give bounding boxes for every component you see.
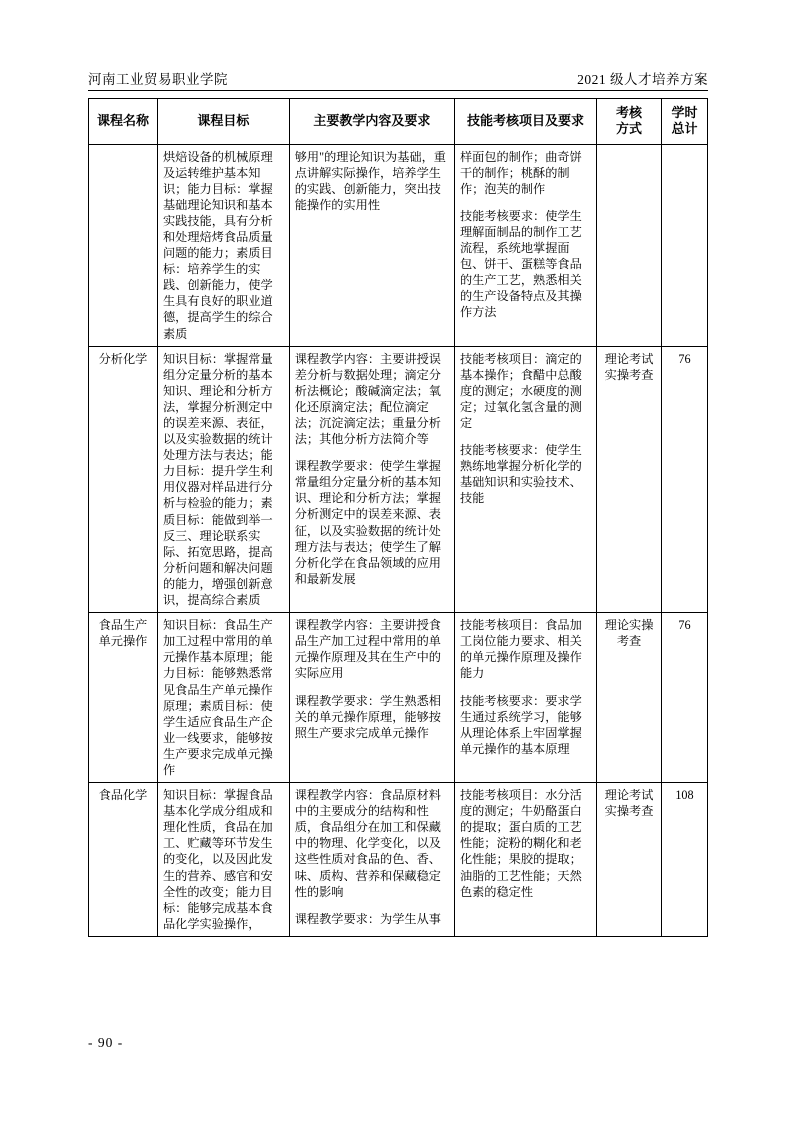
teaching-content-text: 课程教学内容：主要讲授误差分析与数据处理；滴定分析法概论；酸碱滴定法；氧化还原滴定法；配位滴定法；沉淀滴定法；重量分析法；其他分析方法简介等 — [294, 351, 441, 447]
curriculum-table — [88, 98, 708, 937]
table-row — [89, 346, 708, 613]
cell-course-goal — [158, 144, 290, 346]
cell-course-goal — [158, 783, 290, 937]
cell-assessment-mode: 理论考试实操考查 — [597, 783, 662, 937]
cell-course-goal — [158, 346, 290, 613]
cell-skill-assessment — [454, 346, 596, 613]
cell-assessment-mode: 理论考试实操考查 — [597, 346, 662, 613]
teaching-requirements-text: 课程教学要求：为学生从事 — [294, 911, 441, 926]
page-footer — [88, 1035, 708, 1051]
cell-skill-assessment — [454, 613, 596, 783]
total-hours-line2: 总计 — [671, 121, 698, 137]
column-header-assessment-mode — [597, 99, 662, 145]
course-goal-text: 知识目标：食品生产加工过程中常用的单元操作基本原理；能力目标：能够熟悉常见食品生产单元操作原理；素质目标：使学生适应食品生产企业一线要求，能够按生产要求完成单元操作 — [163, 618, 273, 777]
skill-items-text: 技能考核项目：食品加工岗位能力要求、相关的单元操作原理及操作能力 — [459, 618, 582, 681]
cell-teaching-content — [289, 346, 454, 613]
assessment-mode-line1: 考核 — [616, 105, 643, 120]
teaching-content-text: 课程教学内容：食品原材料中的主要成分的结构和性质，食品组分在加工和保藏中的物理、化学变化，以及这些性质对食品的色、香、味、质构、营养和保藏稳定性的影响 — [294, 788, 441, 899]
course-goal-text: 知识目标：掌握食品基本化学成分组成和理化性质，食品在加工、贮藏等环节发生的变化，以及因此发生的营养、感官和安全性的改变；能力目标：能够完成基本食品化学实验操作， — [163, 788, 273, 931]
column-header-total-hours — [661, 99, 707, 145]
skill-items-text: 技能考核项目：滴定的基本操作；食醋中总酸度的测定；水硬度的测定；过氧化氢含量的测定 — [459, 351, 582, 430]
teaching-requirements-text: 课程教学要求：使学生掌握常量组分定量分析的基本知识、理论和分析方法；掌握分析测定中的误差来源、表征，以及实验数据的统计处理方法与表达；使学生了解分析化学在食品领域的应用和最新发展 — [294, 459, 441, 586]
skill-requirements-text: 技能考核要求：要求学生通过系统学习，能够从理论体系上牢固掌握单元操作的基本原理 — [459, 693, 582, 756]
column-header-teaching-content: 主要教学内容及要求 — [289, 99, 454, 145]
column-header-course-name: 课程名称 — [89, 99, 158, 145]
table-row — [89, 783, 708, 937]
course-goal-text: 知识目标：掌握常量组分定量分析的基本知识、理论和分析方法，掌握分析测定中的误差来源、表征，以及实验数据的统计处理方法与表达；能力目标：提升学生利用仪器对样品进行分析与检验的能力；素质目标：能做到举一反三、理论联系实际、拓宽思路，提高分析问题和解决问题的能力，增强创新意识，提高综合素质 — [163, 351, 273, 608]
cell-course-name — [89, 144, 158, 346]
header-divider — [88, 90, 708, 91]
cell-total-hours: 108 — [661, 783, 707, 937]
cell-skill-assessment — [454, 783, 596, 937]
cell-teaching-content — [289, 783, 454, 937]
skill-items-text: 样面包的制作；曲奇饼干的制作；桃酥的制作；泡芙的制作 — [459, 149, 582, 196]
column-header-course-goal: 课程目标 — [158, 99, 290, 145]
teaching-requirements-text: 课程教学要求：学生熟悉相关的单元操作原理，能够按照生产要求完成单元操作 — [294, 693, 441, 740]
cell-course-goal — [158, 613, 290, 783]
cell-teaching-content — [289, 613, 454, 783]
skill-requirements-text: 技能考核要求：使学生理解面制品的制作工艺流程，系统地掌握面包、饼干、蛋糕等食品的生产工艺，熟悉相关的生产设备特点及其操作方法 — [459, 208, 582, 320]
cell-assessment-mode: 理论实操考查 — [597, 613, 662, 783]
cell-assessment-mode — [597, 144, 662, 346]
header-institution: 河南工业贸易职业学院 — [88, 72, 228, 87]
cell-total-hours: 76 — [661, 346, 707, 613]
skill-requirements-text: 技能考核要求：使学生熟练地掌握分析化学的基础知识和实验技术、技能 — [459, 443, 582, 506]
skill-items-text: 技能考核项目：水分活度的测定；牛奶酪蛋白的提取；蛋白质的工艺性能；淀粉的糊化和老化性能；果胶的提取；油脂的工艺性能；天然色素的稳定性 — [459, 788, 582, 899]
cell-total-hours — [661, 144, 707, 346]
cell-course-name: 食品生产单元操作 — [89, 613, 158, 783]
cell-course-name: 分析化学 — [89, 346, 158, 613]
page-number: - 90 - — [88, 1035, 124, 1050]
header-document-title: 2021 级人才培养方案 — [577, 72, 708, 87]
table-header-row — [89, 99, 708, 145]
cell-skill-assessment — [454, 144, 596, 346]
table-row — [89, 613, 708, 783]
teaching-content-text: 够用"的理论知识为基础，重点讲解实际操作，培养学生的实践、创新能力，突出技能操作的实用性 — [294, 149, 446, 212]
total-hours-line1: 学时 — [671, 105, 698, 120]
table-row — [89, 144, 708, 346]
cell-teaching-content — [289, 144, 454, 346]
teaching-content-text: 课程教学内容：主要讲授食品生产加工过程中常用的单元操作原理及其在生产中的实际应用 — [294, 618, 441, 681]
assessment-mode-line2: 方式 — [616, 121, 643, 137]
cell-total-hours: 76 — [661, 613, 707, 783]
page-header — [88, 68, 708, 88]
column-header-skill-assessment: 技能考核项目及要求 — [454, 99, 596, 145]
cell-course-name: 食品化学 — [89, 783, 158, 937]
course-goal-text: 烘焙设备的机械原理及运转维护基本知识；能力目标：掌握基础理论知识和基本实践技能，具有分析和处理焙烤食品质量问题的能力；素质目标：培养学生的实践、创新能力，使学生具有良好的职业道德，提高学生的综合素质 — [163, 149, 273, 341]
